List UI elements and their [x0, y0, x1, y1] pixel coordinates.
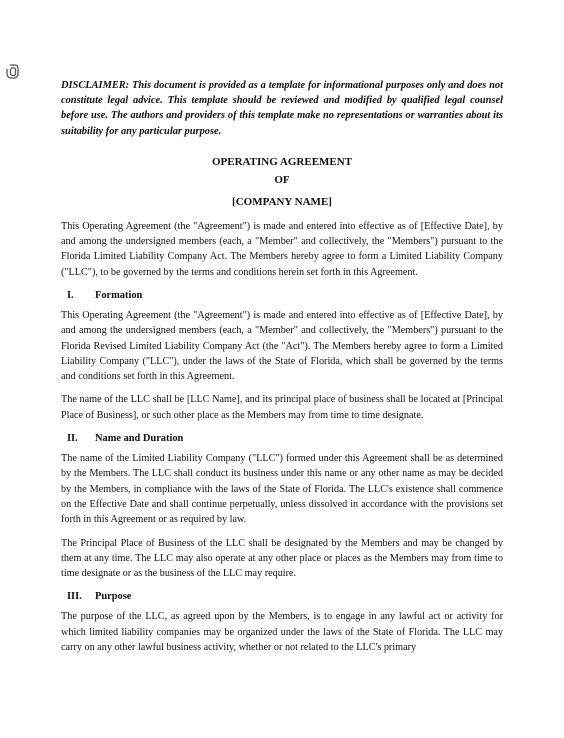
formation-paragraph-1: This Operating Agreement (the "Agreement") is made and entered into effective as of [Effective Date], by and among the undersigned members (each, a "Member" and collectively, the "Members") pursuant to the Florida Revised Limited Liability Company Act (the "Act"). The Members hereby agree to form a Limited Liability Company ("LLC"), under the laws of the State of Florida, which shall be governed by the terms and conditions set forth in this Agreement. [61, 310, 503, 383]
disclaimer-text: DISCLAIMER: This document is provided as a template for informational purposes only and does not constitute legal advice. This template should be reviewed and modified by qualified legal counsel before use. The authors and providers of this template make no representations or warranties about its suitability for any particular purpose. [61, 80, 503, 137]
purpose-paragraph-1: The purpose of the LLC, as agreed upon by the Members, is to engage in any lawful act or activity for which limited liability companies may be organized under the laws of the State of Florida. The LLC may carry on any other lawful business activity, whether or not related to the LLC's primary [61, 611, 503, 654]
section-number: I. [67, 290, 74, 301]
section-title: Name and Duration [95, 433, 184, 445]
name-duration-paragraph-1: The name of the Limited Liability Company ("LLC") formed under this Agreement shall be as determined by the Members. The LLC shall conduct its business under this name or any other name as may be decided by the Members, in compliance with the laws of the State of Florida. The LLC's existence shall commence on the Effective Date and shall continue perpetually, unless dissolved in accordance with the provisions set forth in this Agreement or as required by law. [61, 453, 503, 526]
document-body [61, 78, 503, 655]
paperclip-icon[interactable] [4, 62, 22, 80]
section-title: Purpose [95, 591, 132, 603]
section-number: II. [67, 433, 78, 445]
document-title: OPERATING AGREEMENT [211, 155, 353, 168]
formation-paragraph-2: The name of the LLC shall be [LLC Name], and its principal place of business shall be located at [Principal Place of Business], or such other place as the Members may from time to time designate. [61, 394, 503, 421]
document-title-of: OF [274, 173, 290, 186]
section-heading-formation [61, 289, 503, 303]
name-duration-paragraph-2: The Principal Place of Business of the LLC shall be designated by the Members and may be changed by them at any time. The LLC may also operate at any other place or places as the Members may from time to time designate or as the business of the LLC may require. [61, 537, 503, 580]
section-number: III. [67, 591, 82, 603]
intro-paragraph: This Operating Agreement (the "Agreement") is made and entered into effective as of [Effective Date], by and among the undersigned members (each, a "Member" and collectively, the "Members") pursuant to the Florida Limited Liability Company Act. The Members hereby agree to form a Limited Liability Company ("LLC"), to be governed by the terms and conditions herein set forth in this Agreement. [61, 220, 503, 278]
company-name-placeholder: [COMPANY NAME] [232, 195, 332, 208]
section-title: Formation [95, 290, 143, 301]
section-heading-name-duration [61, 432, 503, 446]
section-heading-purpose [61, 590, 503, 604]
